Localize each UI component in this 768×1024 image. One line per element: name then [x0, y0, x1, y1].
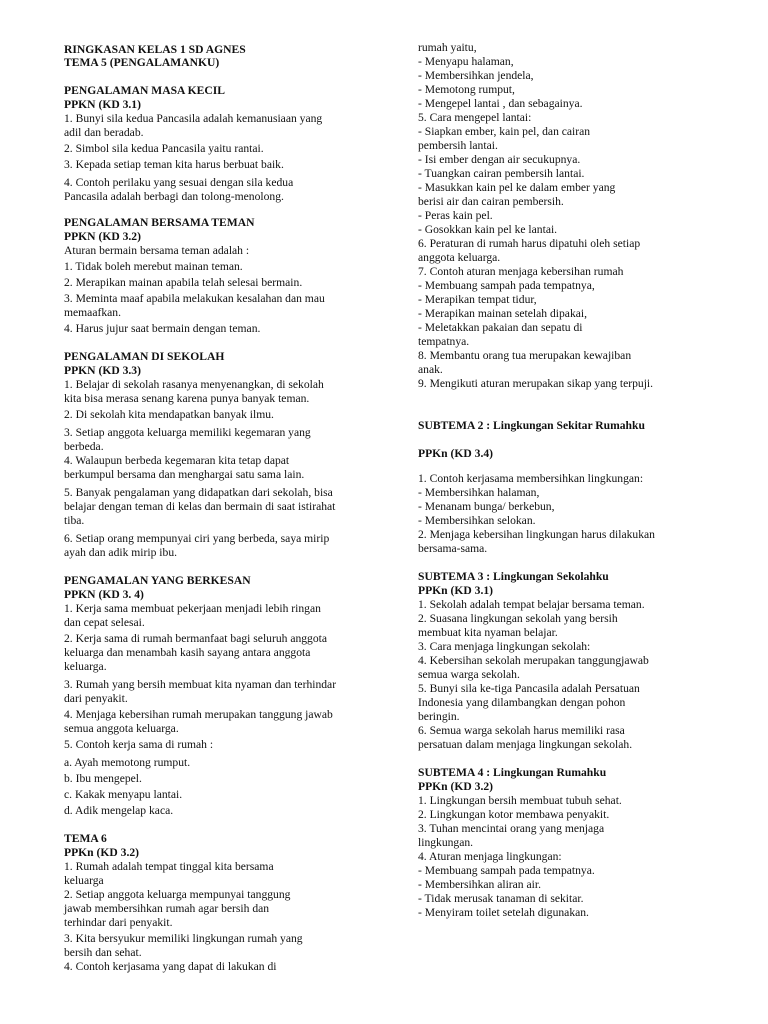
- text-line: berkumpul bersama dan menghargai satu sama lain.: [64, 468, 305, 481]
- section-heading: PPKN (KD 3.3): [64, 364, 141, 377]
- text-line: 2. Suasana lingkungan sekolah yang bersih: [418, 612, 618, 625]
- text-line: memaafkan.: [64, 306, 121, 319]
- text-line: - Membersihkan jendela,: [418, 69, 534, 82]
- text-line: d. Adik mengelap kaca.: [64, 804, 174, 817]
- text-line: persatuan dalam menjaga lingkungan sekolah.: [418, 738, 633, 751]
- text-line: - Membuang sampah pada tempatnya.: [418, 864, 595, 877]
- text-line: anak.: [418, 363, 443, 376]
- text-line: 4. Harus jujur saat bermain dengan teman.: [64, 322, 261, 335]
- text-line: - Menyiram toilet setelah digunakan.: [418, 906, 589, 919]
- text-line: bersama-sama.: [418, 542, 488, 555]
- text-line: 3. Setiap anggota keluarga memiliki kegemaran yang: [64, 426, 311, 439]
- text-line: - Mengepel lantai , dan sebagainya.: [418, 97, 583, 110]
- text-line: 2. Kerja sama di rumah bermanfaat bagi seluruh anggota: [64, 632, 328, 645]
- text-line: 3. Kepada setiap teman kita harus berbuat baik.: [64, 158, 284, 171]
- text-line: 1. Rumah adalah tempat tinggal kita bersama: [64, 860, 274, 873]
- text-line: membuat kita nyaman belajar.: [418, 626, 558, 639]
- text-line: 2. Setiap anggota keluarga mempunyai tanggung: [64, 888, 291, 901]
- text-line: 5. Banyak pengalaman yang didapatkan dari sekolah, bisa: [64, 486, 333, 499]
- text-line: - Meletakkan pakaian dan sepatu di: [418, 321, 583, 334]
- text-line: 3. Meminta maaf apabila melakukan kesalahan dan mau: [64, 292, 325, 305]
- text-line: 4. Contoh kerjasama yang dapat di lakukan di: [64, 960, 277, 973]
- section-heading: TEMA 5 (PENGALAMANKU): [64, 56, 220, 69]
- text-line: - Membersihkan halaman,: [418, 486, 540, 499]
- text-line: - Merapikan mainan setelah dipakai,: [418, 307, 588, 320]
- text-line: - Memotong rumput,: [418, 83, 515, 96]
- text-line: Aturan bermain bersama teman adalah :: [64, 244, 250, 257]
- text-line: tiba.: [64, 514, 85, 527]
- text-line: 2. Di sekolah kita mendapatkan banyak ilmu.: [64, 408, 274, 421]
- section-heading: PPKn (KD 3.1): [418, 584, 494, 597]
- text-line: 4. Kebersihan sekolah merupakan tanggungjawab: [418, 654, 649, 667]
- text-line: keluarga.: [64, 660, 107, 673]
- section-heading: PPKN (KD 3.1): [64, 98, 141, 111]
- text-line: kita bisa merasa senang karena punya banyak teman.: [64, 392, 310, 405]
- text-line: - Tuangkan cairan pembersih lantai.: [418, 167, 585, 180]
- text-line: lingkungan.: [418, 836, 474, 849]
- text-line: belajar dengan teman di kelas dan bermain di saat istirahat: [64, 500, 336, 513]
- section-heading: PENGALAMAN DI SEKOLAH: [64, 350, 225, 363]
- text-line: 6. Peraturan di rumah harus dipatuhi oleh setiap: [418, 237, 641, 250]
- text-line: - Membersihkan selokan.: [418, 514, 536, 527]
- text-line: - Tidak merusak tanaman di sekitar.: [418, 892, 584, 905]
- text-line: tempatnya.: [418, 335, 470, 348]
- text-line: - Merapikan tempat tidur,: [418, 293, 537, 306]
- text-line: 5. Contoh kerja sama di rumah :: [64, 738, 214, 751]
- text-line: 6. Semua warga sekolah harus memiliki rasa: [418, 724, 625, 737]
- text-line: 1. Kerja sama membuat pekerjaan menjadi lebih ringan: [64, 602, 321, 615]
- text-line: beringin.: [418, 710, 460, 723]
- text-line: ayah dan adik mirip ibu.: [64, 546, 178, 559]
- text-line: Pancasila adalah berbagi dan tolong-menolong.: [64, 190, 284, 203]
- text-line: keluarga: [64, 874, 104, 887]
- text-line: 1. Bunyi sila kedua Pancasila adalah kemanusiaan yang: [64, 112, 323, 125]
- section-heading: RINGKASAN KELAS 1 SD AGNES: [64, 43, 246, 56]
- text-line: 2. Merapikan mainan apabila telah selesai bermain.: [64, 276, 303, 289]
- text-line: semua warga sekolah.: [418, 668, 520, 681]
- text-line: 9. Mengikuti aturan merupakan sikap yang terpuji.: [418, 377, 654, 390]
- text-line: rumah yaitu,: [418, 41, 477, 54]
- text-line: - Menyapu halaman,: [418, 55, 514, 68]
- section-heading: SUBTEMA 3 : Lingkungan Sekolahku: [418, 570, 609, 583]
- text-line: semua anggota keluarga.: [64, 722, 179, 735]
- text-line: 4. Menjaga kebersihan rumah merupakan tanggung jawab: [64, 708, 333, 721]
- text-line: 2. Simbol sila kedua Pancasila yaitu rantai.: [64, 142, 264, 155]
- text-line: 3. Kita bersyukur memiliki lingkungan rumah yang: [64, 932, 303, 945]
- section-heading: PENGAMALAN YANG BERKESAN: [64, 574, 251, 587]
- section-heading: PPKN (KD 3. 4): [64, 588, 144, 601]
- text-line: 3. Cara menjaga lingkungan sekolah:: [418, 640, 591, 653]
- text-line: 3. Tuhan mencintai orang yang menjaga: [418, 822, 605, 835]
- text-line: 1. Lingkungan bersih membuat tubuh sehat.: [418, 794, 622, 807]
- text-line: dari penyakit.: [64, 692, 128, 705]
- section-heading: SUBTEMA 4 : Lingkungan Rumahku: [418, 766, 607, 779]
- text-line: keluarga dan menambah kasih sayang antara anggota: [64, 646, 311, 659]
- text-line: 4. Contoh perilaku yang sesuai dengan sila kedua: [64, 176, 294, 189]
- text-line: 4. Aturan menjaga lingkungan:: [418, 850, 562, 863]
- text-line: 3. Rumah yang bersih membuat kita nyaman dan terhindar: [64, 678, 337, 691]
- text-line: 8. Membantu orang tua merupakan kewajiban: [418, 349, 632, 362]
- text-line: 6. Setiap orang mempunyai ciri yang berbeda, saya mirip: [64, 532, 330, 545]
- section-heading: TEMA 6: [64, 832, 107, 845]
- text-line: - Membersihkan aliran air.: [418, 878, 541, 891]
- text-line: b. Ibu mengepel.: [64, 772, 142, 785]
- section-heading: PPKN (KD 3.2): [64, 230, 141, 243]
- section-heading: SUBTEMA 2 : Lingkungan Sekitar Rumahku: [418, 419, 645, 432]
- text-line: 1. Belajar di sekolah rasanya menyenangkan, di sekolah: [64, 378, 324, 391]
- text-line: 2. Lingkungan kotor membawa penyakit.: [418, 808, 610, 821]
- text-line: - Siapkan ember, kain pel, dan cairan: [418, 125, 591, 138]
- text-line: adil dan beradab.: [64, 126, 144, 139]
- text-line: - Membuang sampah pada tempatnya,: [418, 279, 595, 292]
- text-line: 5. Cara mengepel lantai:: [418, 111, 532, 124]
- text-line: - Gosokkan kain pel ke lantai.: [418, 223, 558, 236]
- section-heading: PENGALAMAN MASA KECIL: [64, 84, 226, 97]
- text-line: - Menanam bunga/ berkebun,: [418, 500, 555, 513]
- text-line: a. Ayah memotong rumput.: [64, 756, 191, 769]
- section-heading: PENGALAMAN BERSAMA TEMAN: [64, 216, 255, 229]
- section-heading: PPKn (KD 3.2): [418, 780, 494, 793]
- section-heading: PPKn (KD 3.4): [418, 447, 494, 460]
- text-line: anggota keluarga.: [418, 251, 501, 264]
- text-line: Indonesia yang dilambangkan dengan pohon: [418, 696, 626, 709]
- text-line: - Masukkan kain pel ke dalam ember yang: [418, 181, 616, 194]
- text-line: 1. Tidak boleh merebut mainan teman.: [64, 260, 243, 273]
- text-line: terhindar dari penyakit.: [64, 916, 173, 929]
- section-heading: PPKn (KD 3.2): [64, 846, 140, 859]
- text-line: 5. Bunyi sila ke-tiga Pancasila adalah Persatuan: [418, 682, 640, 695]
- text-line: 2. Menjaga kebersihan lingkungan harus dilakukan: [418, 528, 655, 541]
- text-line: c. Kakak menyapu lantai.: [64, 788, 183, 801]
- text-line: pembersih lantai.: [418, 139, 498, 152]
- text-line: - Peras kain pel.: [418, 209, 493, 222]
- text-line: - Isi ember dengan air secukupnya.: [418, 153, 581, 166]
- text-line: jawab membersihkan rumah agar bersih dan: [64, 902, 270, 915]
- text-line: 7. Contoh aturan menjaga kebersihan rumah: [418, 265, 624, 278]
- text-line: 1. Sekolah adalah tempat belajar bersama teman.: [418, 598, 645, 611]
- text-line: berisi air dan cairan pembersih.: [418, 195, 564, 208]
- text-line: bersih dan sehat.: [64, 946, 142, 959]
- text-line: berbeda.: [64, 440, 104, 453]
- text-line: dan cepat selesai.: [64, 616, 145, 629]
- text-line: 4. Walaupun berbeda kegemaran kita tetap dapat: [64, 454, 290, 467]
- text-line: 1. Contoh kerjasama membersihkan lingkungan:: [418, 472, 644, 485]
